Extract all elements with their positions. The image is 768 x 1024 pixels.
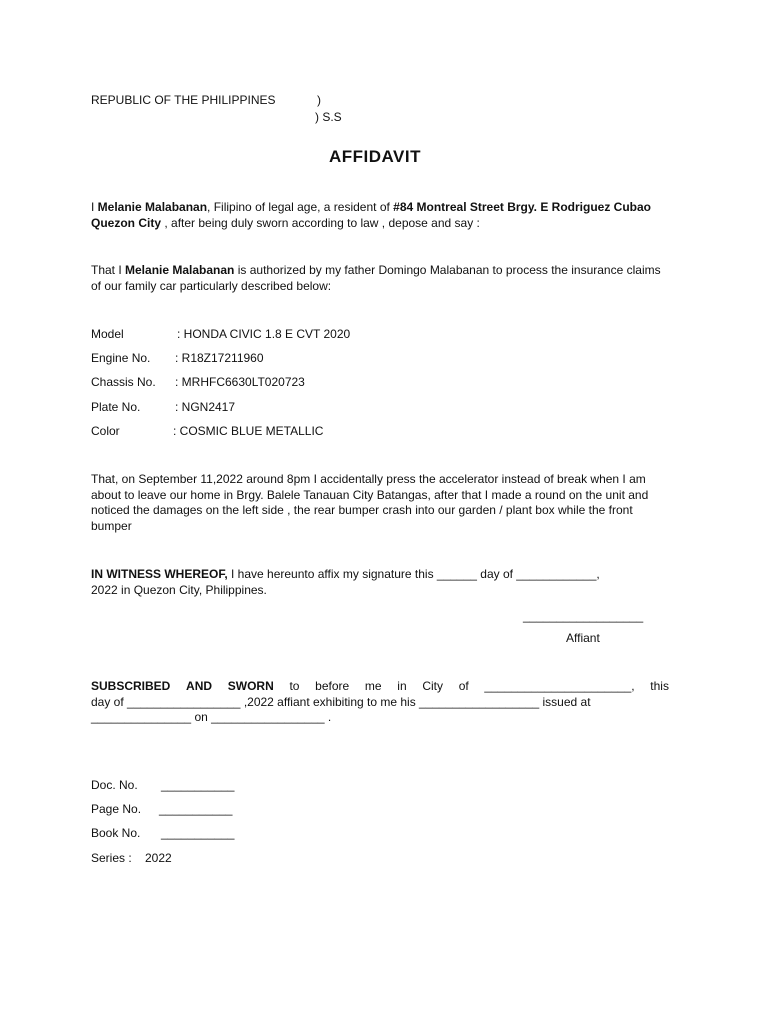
notary-value-series: 2022 — [145, 851, 172, 865]
vehicle-value-engine: : R18Z17211960 — [175, 351, 264, 365]
witness-lead: IN WITNESS WHEREOF, — [91, 567, 228, 581]
republic-heading: REPUBLIC OF THE PHILIPPINES — [91, 93, 276, 107]
ss-marker: ) S.S — [315, 110, 342, 124]
vehicle-label-plate: Plate No. — [91, 400, 141, 414]
witness-text: I have hereunto affix my signature this ______ day of ____________, — [227, 567, 600, 581]
notary-label-page: Page No. — [91, 802, 142, 816]
authorization-paragraph — [91, 263, 669, 294]
notary-label-book: Book No. — [91, 826, 141, 840]
incident-paragraph: That, on September 11,2022 around 8pm I accidentally press the accelerator instead of break when I am about to leave our home in Brgy. Balele Tanauan City Batangas, after that I made a round on the unit and noticed the damages on the left side , the rear bumper crash into our garden / plant box while the front bumper — [91, 472, 649, 533]
jurat-word: me — [364, 679, 382, 693]
jurat-paragraph — [91, 679, 669, 726]
intro-text-3: , after being duly sworn according to law , depose and say : — [161, 215, 480, 230]
notary-value-page: ___________ — [159, 802, 233, 816]
vehicle-label-engine: Engine No. — [91, 351, 151, 365]
jurat-word: of — [458, 679, 469, 693]
jurat-line-1 — [91, 679, 669, 695]
document-title: AFFIDAVIT — [329, 147, 422, 166]
vehicle-label-chassis: Chassis No. — [91, 375, 156, 389]
affiant-address: #84 Montreal Street Brgy. E Rodriguez Cubao Quezon City — [91, 200, 651, 230]
jurat-line-3: _______________ on _________________ . — [91, 710, 332, 724]
intro-paragraph — [91, 200, 669, 231]
notary-label-series: Series : — [91, 851, 132, 865]
venue-bracket: ) — [317, 93, 321, 107]
witness-paragraph — [91, 567, 669, 598]
affiant-name: Melanie Malabanan — [97, 200, 208, 214]
affiant-label: Affiant — [566, 631, 600, 645]
auth-text-1: That I — [91, 263, 126, 277]
vehicle-value-color: : COSMIC BLUE METALLIC — [173, 424, 324, 438]
jurat-line-2: day of _________________ ,2022 affiant exhibiting to me his __________________ issued at — [91, 694, 591, 709]
jurat-word: SUBSCRIBED — [91, 679, 171, 693]
intro-text-1: I — [91, 200, 98, 214]
jurat-word: before — [315, 679, 350, 693]
jurat-word: SWORN — [227, 679, 274, 693]
jurat-word: in — [397, 679, 407, 693]
witness-place: 2022 in Quezon City, Philippines. — [91, 582, 267, 597]
jurat-word: to — [289, 679, 300, 693]
vehicle-label-color: Color — [91, 424, 120, 438]
vehicle-value-chassis: : MRHFC6630LT020723 — [175, 375, 305, 389]
notary-value-book: ___________ — [161, 826, 235, 840]
signature-line: __________________ — [523, 609, 644, 623]
vehicle-value-plate: : NGN2417 — [175, 400, 236, 414]
auth-text-2: is authorized by my father Domingo Malabanan to process the insurance claims of our family car particularly described below: — [91, 263, 661, 293]
jurat-word: this — [650, 679, 669, 693]
notary-value-doc: ___________ — [161, 778, 235, 792]
jurat-word: AND — [186, 679, 213, 693]
jurat-word: ______________________, — [484, 679, 635, 693]
vehicle-value-model: : HONDA CIVIC 1.8 E CVT 2020 — [177, 327, 351, 341]
intro-text-2: , Filipino of legal age, a resident of — [207, 200, 394, 214]
jurat-word: City — [422, 679, 443, 693]
vehicle-label-model: Model — [91, 327, 124, 341]
notary-label-doc: Doc. No. — [91, 778, 138, 792]
authorized-name: Melanie Malabanan — [125, 263, 235, 277]
